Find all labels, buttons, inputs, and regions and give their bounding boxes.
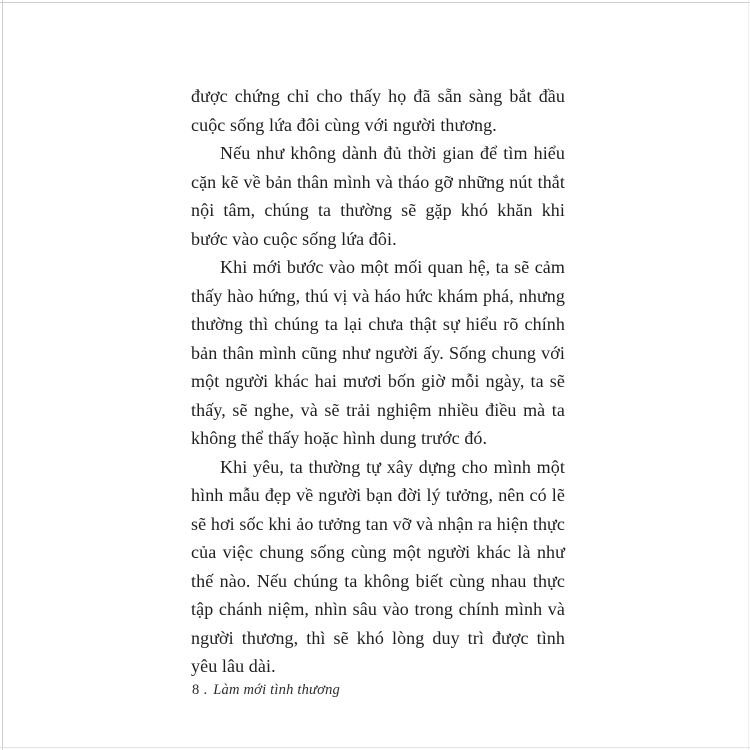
scan-edge-top — [0, 2, 750, 3]
paragraph: được chứng chỉ cho thấy họ đã sẵn sàng bắt đầu cuộc sống lứa đôi cùng với người thương. — [191, 86, 565, 135]
page-footer — [192, 682, 340, 699]
paragraph: Khi yêu, ta thường tự xây dựng cho mình một hình mẫu đẹp về người bạn đời lý tưởng, nên có lẽ sẽ hơi sốc khi ảo tưởng tan vỡ và nhận ra hiện thực của việc chung sống cùng một người khác là như thế nào. Nếu chúng ta không biết cùng nhau thực tập chánh niệm, nhìn sâu vào trong chính mình và người thương, thì sẽ khó lòng duy trì được tình yêu lâu dài. — [191, 456, 565, 676]
paragraph: Nếu như không dành đủ thời gian để tìm hiểu cặn kẽ về bản thân mình và tháo gỡ những nút thắt nội tâm, chúng ta thường sẽ gặp khó khăn khi bước vào cuộc sống lứa đôi. — [191, 143, 565, 249]
scan-edge-left — [2, 0, 3, 750]
page-number: 8 — [192, 682, 200, 698]
page-text — [191, 82, 565, 681]
footer-separator: . — [203, 682, 208, 698]
scan-edge-bottom — [0, 747, 750, 748]
paragraph: Khi mới bước vào một mối quan hệ, ta sẽ cảm thấy hào hứng, thú vị và háo hức khám phá, nhưng thường thì chúng ta lại chưa thật sự hiểu rõ chính bản thân mình cũng như người ấy. Sống chung với một người khác hai mươi bốn giờ mỗi ngày, ta sẽ thấy, sẽ nghe, và sẽ trải nghiệm nhiều điều mà ta không thể thấy hoặc hình dung trước đó. — [191, 257, 565, 448]
book-title: Làm mới tình thương — [213, 682, 340, 698]
scan-edge-right — [748, 0, 749, 750]
